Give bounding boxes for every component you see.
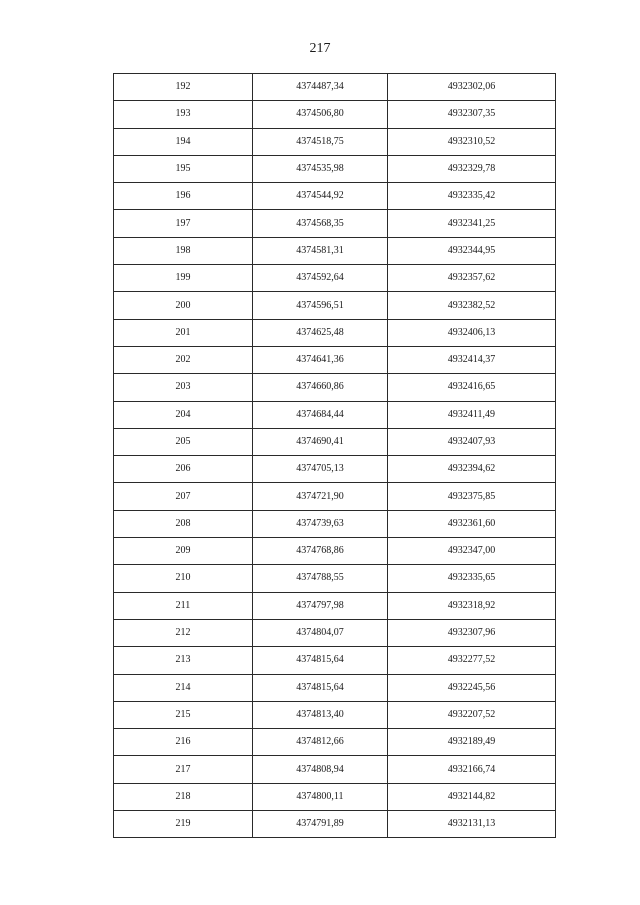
point-number-cell: 206: [114, 456, 253, 483]
point-number-cell: 194: [114, 128, 253, 155]
table-row: [114, 565, 556, 592]
x-coordinate-cell: 4374660,86: [253, 374, 388, 401]
y-coordinate-cell: 4932357,62: [388, 265, 556, 292]
y-coordinate-cell: 4932189,49: [388, 729, 556, 756]
table-row: [114, 756, 556, 783]
table-row: [114, 319, 556, 346]
point-number-cell: 212: [114, 619, 253, 646]
x-coordinate-cell: 4374812,66: [253, 729, 388, 756]
point-number-cell: 200: [114, 292, 253, 319]
point-number-cell: 199: [114, 265, 253, 292]
point-number-cell: 193: [114, 101, 253, 128]
table-row: [114, 101, 556, 128]
y-coordinate-cell: 4932361,60: [388, 510, 556, 537]
x-coordinate-cell: 4374641,36: [253, 346, 388, 373]
table-row: [114, 292, 556, 319]
x-coordinate-cell: 4374518,75: [253, 128, 388, 155]
y-coordinate-cell: 4932166,74: [388, 756, 556, 783]
x-coordinate-cell: 4374815,64: [253, 647, 388, 674]
table-row: [114, 592, 556, 619]
y-coordinate-cell: 4932329,78: [388, 155, 556, 182]
x-coordinate-cell: 4374800,11: [253, 783, 388, 810]
x-coordinate-cell: 4374813,40: [253, 701, 388, 728]
y-coordinate-cell: 4932310,52: [388, 128, 556, 155]
page-number: 217: [309, 41, 331, 56]
table-row: [114, 783, 556, 810]
point-number-cell: 218: [114, 783, 253, 810]
coordinates-table: [113, 73, 556, 838]
table-row: [114, 183, 556, 210]
y-coordinate-cell: 4932207,52: [388, 701, 556, 728]
x-coordinate-cell: 4374684,44: [253, 401, 388, 428]
table-row: [114, 729, 556, 756]
y-coordinate-cell: 4932144,82: [388, 783, 556, 810]
x-coordinate-cell: 4374592,64: [253, 265, 388, 292]
y-coordinate-cell: 4932277,52: [388, 647, 556, 674]
y-coordinate-cell: 4932347,00: [388, 538, 556, 565]
point-number-cell: 201: [114, 319, 253, 346]
point-number-cell: 213: [114, 647, 253, 674]
table-row: [114, 483, 556, 510]
y-coordinate-cell: 4932318,92: [388, 592, 556, 619]
table-row: [114, 701, 556, 728]
point-number-cell: 210: [114, 565, 253, 592]
x-coordinate-cell: 4374506,80: [253, 101, 388, 128]
y-coordinate-cell: 4932411,49: [388, 401, 556, 428]
x-coordinate-cell: 4374797,98: [253, 592, 388, 619]
y-coordinate-cell: 4932407,93: [388, 428, 556, 455]
y-coordinate-cell: 4932414,37: [388, 346, 556, 373]
y-coordinate-cell: 4932307,96: [388, 619, 556, 646]
x-coordinate-cell: 4374568,35: [253, 210, 388, 237]
point-number-cell: 214: [114, 674, 253, 701]
table-row: [114, 237, 556, 264]
table-row: [114, 74, 556, 101]
x-coordinate-cell: 4374581,31: [253, 237, 388, 264]
table-row: [114, 456, 556, 483]
x-coordinate-cell: 4374535,98: [253, 155, 388, 182]
x-coordinate-cell: 4374768,86: [253, 538, 388, 565]
x-coordinate-cell: 4374596,51: [253, 292, 388, 319]
point-number-cell: 207: [114, 483, 253, 510]
point-number-cell: 208: [114, 510, 253, 537]
x-coordinate-cell: 4374544,92: [253, 183, 388, 210]
x-coordinate-cell: 4374804,07: [253, 619, 388, 646]
y-coordinate-cell: 4932341,25: [388, 210, 556, 237]
point-number-cell: 219: [114, 811, 253, 838]
table-row: [114, 510, 556, 537]
y-coordinate-cell: 4932406,13: [388, 319, 556, 346]
table-row: [114, 538, 556, 565]
point-number-cell: 192: [114, 74, 253, 101]
table-row: [114, 428, 556, 455]
x-coordinate-cell: 4374815,64: [253, 674, 388, 701]
table-row: [114, 265, 556, 292]
table-row: [114, 811, 556, 838]
table-row: [114, 374, 556, 401]
table-row: [114, 128, 556, 155]
point-number-cell: 205: [114, 428, 253, 455]
table-row: [114, 346, 556, 373]
point-number-cell: 195: [114, 155, 253, 182]
point-number-cell: 209: [114, 538, 253, 565]
point-number-cell: 197: [114, 210, 253, 237]
point-number-cell: 211: [114, 592, 253, 619]
point-number-cell: 203: [114, 374, 253, 401]
x-coordinate-cell: 4374690,41: [253, 428, 388, 455]
x-coordinate-cell: 4374791,89: [253, 811, 388, 838]
x-coordinate-cell: 4374788,55: [253, 565, 388, 592]
y-coordinate-cell: 4932302,06: [388, 74, 556, 101]
coordinates-table-body: [114, 74, 556, 838]
y-coordinate-cell: 4932375,85: [388, 483, 556, 510]
y-coordinate-cell: 4932344,95: [388, 237, 556, 264]
y-coordinate-cell: 4932416,65: [388, 374, 556, 401]
table-row: [114, 647, 556, 674]
table-row: [114, 674, 556, 701]
y-coordinate-cell: 4932131,13: [388, 811, 556, 838]
x-coordinate-cell: 4374625,48: [253, 319, 388, 346]
point-number-cell: 204: [114, 401, 253, 428]
x-coordinate-cell: 4374739,63: [253, 510, 388, 537]
x-coordinate-cell: 4374808,94: [253, 756, 388, 783]
y-coordinate-cell: 4932335,65: [388, 565, 556, 592]
table-row: [114, 401, 556, 428]
y-coordinate-cell: 4932335,42: [388, 183, 556, 210]
table-row: [114, 210, 556, 237]
point-number-cell: 196: [114, 183, 253, 210]
point-number-cell: 198: [114, 237, 253, 264]
point-number-cell: 217: [114, 756, 253, 783]
table-row: [114, 155, 556, 182]
table-row: [114, 619, 556, 646]
point-number-cell: 215: [114, 701, 253, 728]
x-coordinate-cell: 4374721,90: [253, 483, 388, 510]
x-coordinate-cell: 4374705,13: [253, 456, 388, 483]
y-coordinate-cell: 4932394,62: [388, 456, 556, 483]
point-number-cell: 216: [114, 729, 253, 756]
y-coordinate-cell: 4932307,35: [388, 101, 556, 128]
y-coordinate-cell: 4932245,56: [388, 674, 556, 701]
y-coordinate-cell: 4932382,52: [388, 292, 556, 319]
point-number-cell: 202: [114, 346, 253, 373]
x-coordinate-cell: 4374487,34: [253, 74, 388, 101]
